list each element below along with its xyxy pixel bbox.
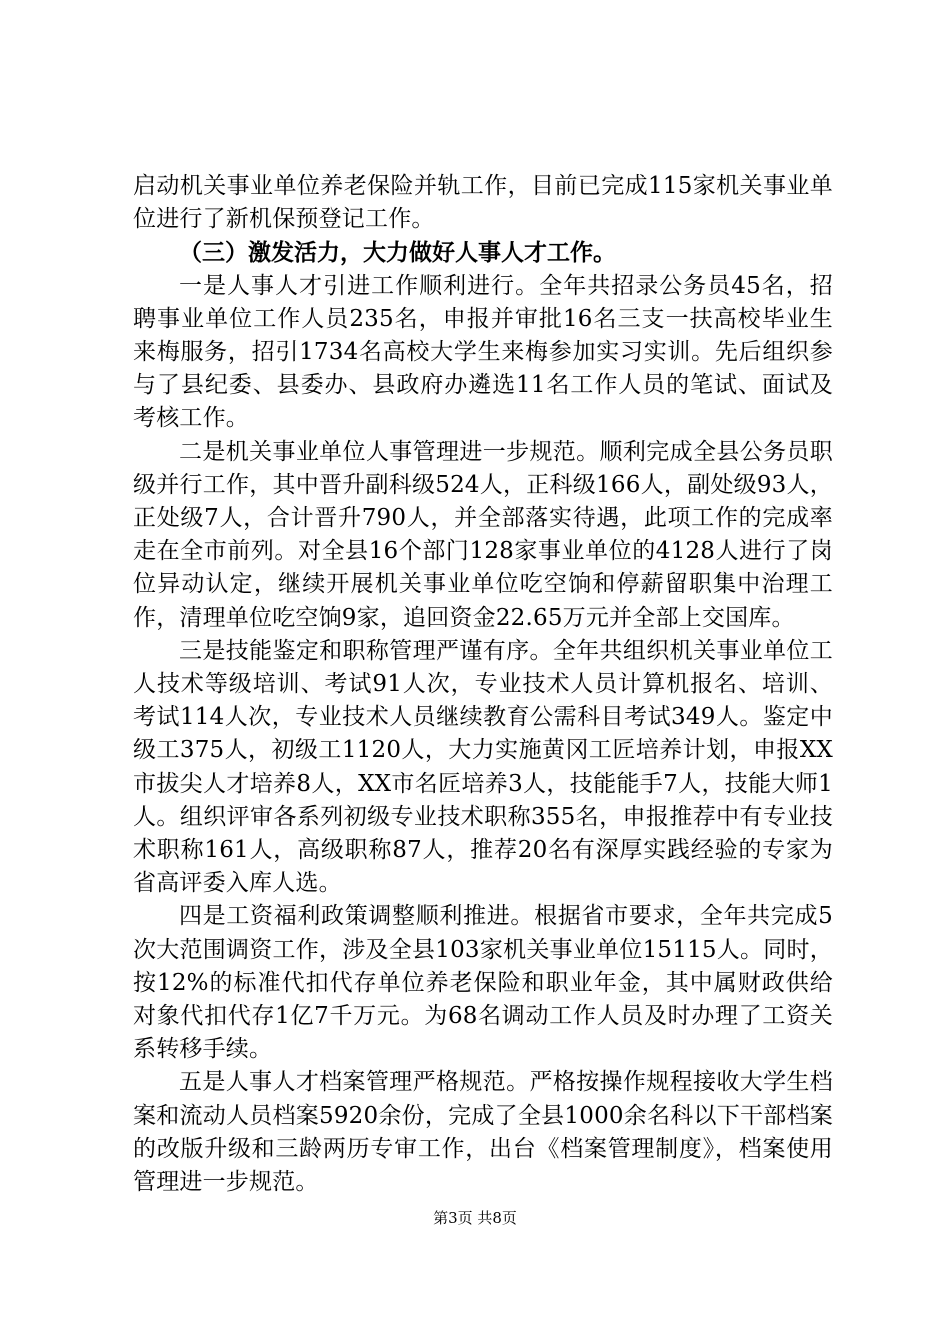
paragraph-talent-recruitment: 一是人事人才引进工作顺利进行。全年共招录公务员45名，招聘事业单位工作人员235名，申报并审批16名三支一扶高校毕业生来梅服务，招引1734名高校大学生来梅参加实习实训。先后组织参与了县纪委、县委办、县政府办遴选11名工作人员的笔试、面试及考核工作。 [133,272,833,432]
page-number-footer: 第3页 共8页 [433,1209,517,1227]
section-heading-talent-work: （三）激发活力，大力做好人事人才工作。 [179,239,616,267]
document-body [133,170,833,1199]
paragraph-salary-welfare: 四是工资福利政策调整顺利推进。根据省市要求，全年共完成5次大范围调资工作，涉及全县103家机关事业单位15115人。同时，按12%的标准代扣代存单位养老保险和职业年金，其中属财政供给对象代扣代存1亿7千万元。为68名调动工作人员及时办理了工资关系转移手续。 [133,903,833,1063]
paragraph-archive-management: 五是人事人才档案管理严格规范。严格按操作规程接收大学生档案和流动人员档案5920余份，完成了全县1000余名科以下干部档案的改版升级和三龄两历专审工作，出台《档案管理制度》，档案使用管理进一步规范。 [133,1069,833,1196]
paragraph-skill-certification: 三是技能鉴定和职称管理严谨有序。全年共组织机关事业单位工人技术等级培训、考试91人次，专业技术人员计算机报名、培训、考试114人次，专业技术人员继续教育公需科目考试349人。鉴定中级工375人，初级工1120人，大力实施黄冈工匠培养计划，申报XX市拔尖人才培养8人，XX市名匠培养3人，技能能手7人，技能大师1人。组织评审各系列初级专业技术职称355名，申报推荐中有专业技术职称161人，高级职称87人，推荐20名有深厚实践经验的专家为省高评委入库人选。 [133,637,833,897]
paragraph-personnel-management: 二是机关事业单位人事管理进一步规范。顺利完成全县公务员职级并行工作，其中晋升副科级524人，正科级166人，副处级93人，正处级7人，合计晋升790人，并全部落实待遇，此项工作的完成率走在全市前列。对全县16个部门128家事业单位的4128人进行了岗位异动认定，继续开展机关事业单位吃空饷和停薪留职集中治理工作，清理单位吃空饷9家，追回资金22.65万元并全部上交国库。 [133,438,833,631]
paragraph-pension-merger: 启动机关事业单位养老保险并轨工作，目前已完成115家机关事业单位进行了新机保预登记工作。 [133,173,833,233]
